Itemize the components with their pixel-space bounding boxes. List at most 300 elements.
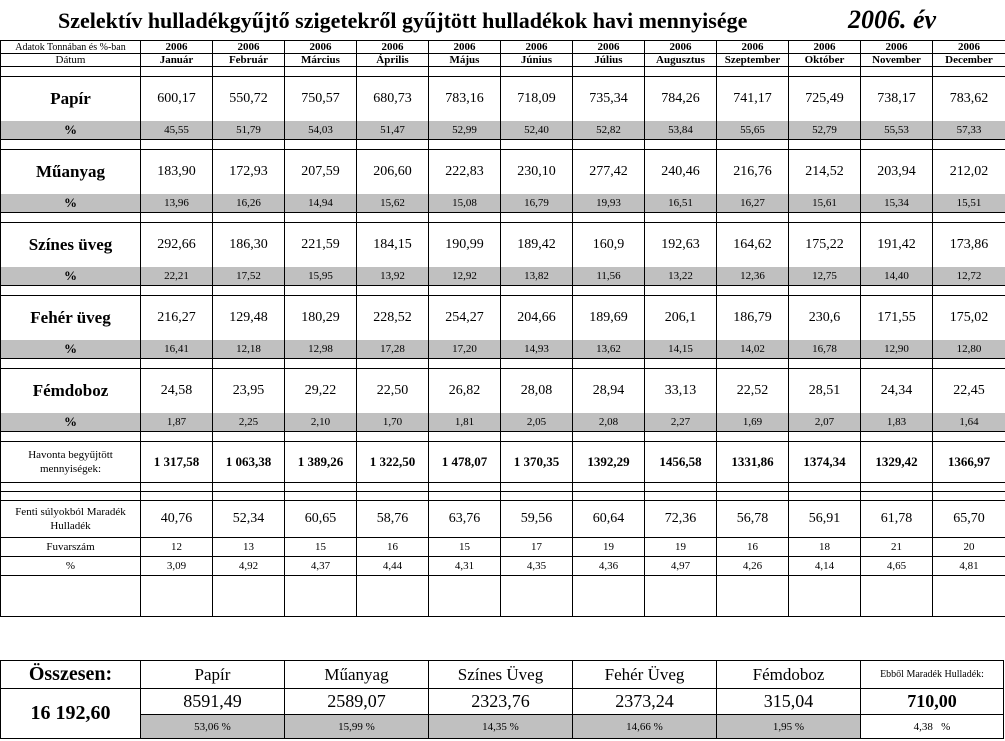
empty-cell: [501, 359, 573, 369]
residual-pct-cell: 4,35: [501, 557, 573, 576]
residual-pct-cell: 4,37: [285, 557, 357, 576]
percent-cell: 53,84: [645, 121, 717, 140]
value-cell: 783,16: [429, 77, 501, 122]
summary-value-muanyag: 2589,07: [285, 689, 429, 715]
month-cell: Szeptember: [717, 54, 789, 67]
total-cell: 1329,42: [861, 442, 933, 483]
empty-cell: [789, 492, 861, 501]
value-cell: 240,46: [645, 150, 717, 195]
empty-cell: [573, 213, 645, 223]
residual-cell: 58,76: [357, 501, 429, 538]
value-cell: 186,79: [717, 296, 789, 341]
percent-cell: 51,47: [357, 121, 429, 140]
percent-cell: 16,79: [501, 194, 573, 213]
value-cell: 173,86: [933, 223, 1005, 268]
category-row-label: Fémdoboz: [1, 369, 141, 414]
header-month-row-label: Dátum: [1, 54, 141, 67]
percent-cell: 12,18: [213, 340, 285, 359]
percent-cell: 2,07: [789, 413, 861, 432]
residual-cell: 59,56: [501, 501, 573, 538]
value-cell: 190,99: [429, 223, 501, 268]
empty-cell: [933, 67, 1005, 77]
value-cell: 216,76: [717, 150, 789, 195]
total-cell: 1331,86: [717, 442, 789, 483]
percent-cell: 55,53: [861, 121, 933, 140]
value-cell: 735,34: [573, 77, 645, 122]
percent-cell: 1,87: [141, 413, 213, 432]
summary-name-szines-uveg: Színes Üveg: [429, 661, 573, 689]
percent-cell: 15,08: [429, 194, 501, 213]
residual-pct-cell: 4,44: [357, 557, 429, 576]
trips-cell: 12: [141, 538, 213, 557]
empty-cell: [429, 576, 501, 617]
residual-summary-pct: [861, 715, 1004, 739]
value-cell: 28,94: [573, 369, 645, 414]
percent-cell: 15,95: [285, 267, 357, 286]
empty-cell: [861, 359, 933, 369]
value-cell: 33,13: [645, 369, 717, 414]
residual-pct-cell: 4,65: [861, 557, 933, 576]
percent-cell: 2,27: [645, 413, 717, 432]
empty-cell: [501, 432, 573, 442]
empty-cell: [717, 432, 789, 442]
spacer-row: [1, 67, 1005, 77]
empty-cell: [573, 483, 645, 492]
empty-cell: [429, 432, 501, 442]
residual-pct-cell: 4,36: [573, 557, 645, 576]
percent-cell: 13,22: [645, 267, 717, 286]
empty-cell: [213, 359, 285, 369]
residual-pct-row: [1, 557, 1005, 576]
empty-cell: [933, 286, 1005, 296]
percent-cell: 52,82: [573, 121, 645, 140]
value-cell: 222,83: [429, 150, 501, 195]
empty-cell: [501, 140, 573, 150]
value-cell: 784,26: [645, 77, 717, 122]
value-cell: 184,15: [357, 223, 429, 268]
residual-pct-cell: 4,31: [429, 557, 501, 576]
summary-pct-szines-uveg: 14,35 %: [429, 715, 573, 739]
month-cell: Április: [357, 54, 429, 67]
empty-cell: [645, 140, 717, 150]
empty-cell: [213, 483, 285, 492]
trips-cell: 21: [861, 538, 933, 557]
header-year-row-label: Adatok Tonnában és %-ban: [1, 41, 141, 54]
value-cell: 28,51: [789, 369, 861, 414]
percent-cell: 13,96: [141, 194, 213, 213]
empty-cell: [1, 359, 141, 369]
value-cell: 180,29: [285, 296, 357, 341]
empty-cell: [429, 213, 501, 223]
residual-pct-row-label: %: [1, 557, 141, 576]
empty-cell: [861, 432, 933, 442]
value-cell: 29,22: [285, 369, 357, 414]
monthly-table: [0, 40, 1005, 617]
empty-cell: [285, 359, 357, 369]
summary-value-szines-uveg: 2323,76: [429, 689, 573, 715]
empty-cell: [645, 432, 717, 442]
residual-pct-cell: 3,09: [141, 557, 213, 576]
value-cell: 207,59: [285, 150, 357, 195]
year-cell: 2006: [789, 41, 861, 54]
empty-cell: [573, 432, 645, 442]
value-cell: 24,58: [141, 369, 213, 414]
percent-cell: 2,08: [573, 413, 645, 432]
empty-cell: [285, 213, 357, 223]
trips-row-label: Fuvarszám: [1, 538, 141, 557]
empty-cell: [429, 483, 501, 492]
percent-cell: 1,69: [717, 413, 789, 432]
empty-cell: [141, 492, 213, 501]
value-cell: 221,59: [285, 223, 357, 268]
empty-cell: [1, 492, 141, 501]
total-label: Összesen:: [1, 661, 141, 689]
empty-cell: [933, 140, 1005, 150]
value-cell: 725,49: [789, 77, 861, 122]
value-cell: 216,27: [141, 296, 213, 341]
empty-cell: [717, 67, 789, 77]
category-row-label: Fehér üveg: [1, 296, 141, 341]
value-cell: 23,95: [213, 369, 285, 414]
value-cell: 26,82: [429, 369, 501, 414]
value-cell: 183,90: [141, 150, 213, 195]
empty-cell: [501, 213, 573, 223]
summary-pct-femdoboz: 1,95 %: [717, 715, 861, 739]
empty-cell: [789, 576, 861, 617]
empty-cell: [717, 483, 789, 492]
percent-row: [1, 267, 1005, 286]
residual-pct-cell: 4,97: [645, 557, 717, 576]
category-row-label: Papír: [1, 77, 141, 122]
percent-cell: 13,82: [501, 267, 573, 286]
percent-row: [1, 340, 1005, 359]
total-cell: 1456,58: [645, 442, 717, 483]
empty-cell: [213, 492, 285, 501]
empty-cell: [933, 576, 1005, 617]
percent-cell: 17,28: [357, 340, 429, 359]
year-cell: 2006: [645, 41, 717, 54]
empty-cell: [789, 140, 861, 150]
total-cell: 1392,29: [573, 442, 645, 483]
empty-cell: [141, 576, 213, 617]
percent-cell: 55,65: [717, 121, 789, 140]
total-cell: 1 063,38: [213, 442, 285, 483]
percent-cell: 13,92: [357, 267, 429, 286]
total-value: 16 192,60: [1, 689, 141, 739]
percent-cell: 1,70: [357, 413, 429, 432]
empty-cell: [573, 286, 645, 296]
percent-cell: 2,05: [501, 413, 573, 432]
value-cell: 191,42: [861, 223, 933, 268]
month-cell: November: [861, 54, 933, 67]
empty-cell: [357, 483, 429, 492]
year-cell: 2006: [573, 41, 645, 54]
empty-cell: [717, 359, 789, 369]
empty-cell: [141, 359, 213, 369]
empty-cell: [573, 67, 645, 77]
value-cell: 277,42: [573, 150, 645, 195]
percent-cell: 11,56: [573, 267, 645, 286]
year-cell: 2006: [357, 41, 429, 54]
trips-cell: 18: [789, 538, 861, 557]
empty-cell: [861, 213, 933, 223]
trips-cell: 16: [357, 538, 429, 557]
total-cell: 1374,34: [789, 442, 861, 483]
year-title: 2006. év: [848, 5, 937, 34]
header-year-row: [1, 41, 1005, 54]
empty-cell: [645, 576, 717, 617]
spacer-row: [1, 286, 1005, 296]
value-cell: 160,9: [573, 223, 645, 268]
empty-cell: [573, 359, 645, 369]
month-cell: Március: [285, 54, 357, 67]
percent-cell: 19,93: [573, 194, 645, 213]
month-cell: Február: [213, 54, 285, 67]
empty-cell: [357, 576, 429, 617]
empty-cell: [789, 359, 861, 369]
empty-cell: [861, 286, 933, 296]
value-cell: 738,17: [861, 77, 933, 122]
empty-cell: [789, 67, 861, 77]
empty-cell: [861, 492, 933, 501]
value-cell: 680,73: [357, 77, 429, 122]
residual-cell: 60,65: [285, 501, 357, 538]
percent-cell: 13,62: [573, 340, 645, 359]
percent-cell: 16,26: [213, 194, 285, 213]
value-cell: 175,22: [789, 223, 861, 268]
residual-cell: 56,78: [717, 501, 789, 538]
empty-cell: [861, 483, 933, 492]
empty-cell: [501, 483, 573, 492]
value-cell: 186,30: [213, 223, 285, 268]
value-cell: 22,45: [933, 369, 1005, 414]
category-row: [1, 296, 1005, 341]
residual-cell: 56,91: [789, 501, 861, 538]
trips-cell: 15: [285, 538, 357, 557]
residual-row: [1, 501, 1005, 538]
total-cell: 1 370,35: [501, 442, 573, 483]
percent-cell: 12,75: [789, 267, 861, 286]
value-cell: 212,02: [933, 150, 1005, 195]
empty-cell: [285, 492, 357, 501]
residual-pct-sign: %: [941, 720, 951, 733]
empty-cell: [141, 140, 213, 150]
empty-cell: [285, 67, 357, 77]
year-cell: 2006: [501, 41, 573, 54]
month-cell: Június: [501, 54, 573, 67]
year-cell: 2006: [429, 41, 501, 54]
value-cell: 171,55: [861, 296, 933, 341]
empty-cell: [213, 140, 285, 150]
month-cell: Augusztus: [645, 54, 717, 67]
percent-cell: 16,41: [141, 340, 213, 359]
summary-pct-papir: 53,06 %: [141, 715, 285, 739]
empty-cell: [717, 576, 789, 617]
percent-cell: 14,93: [501, 340, 573, 359]
empty-cell: [789, 286, 861, 296]
trips-row: [1, 538, 1005, 557]
value-cell: 28,08: [501, 369, 573, 414]
blank-row: [1, 483, 1005, 492]
residual-pct-cell: 4,26: [717, 557, 789, 576]
summary-name-papir: Papír: [141, 661, 285, 689]
empty-cell: [429, 492, 501, 501]
percent-cell: 52,79: [789, 121, 861, 140]
percent-cell: 15,51: [933, 194, 1005, 213]
trips-cell: 13: [213, 538, 285, 557]
total-cell: 1 322,50: [357, 442, 429, 483]
percent-row-label: %: [1, 413, 141, 432]
monthly-total-row-label: Havonta begyűjtött mennyiségek:: [1, 442, 141, 483]
empty-cell: [141, 67, 213, 77]
percent-cell: 22,21: [141, 267, 213, 286]
empty-cell: [717, 213, 789, 223]
empty-cell: [717, 286, 789, 296]
trips-cell: 19: [645, 538, 717, 557]
percent-cell: 14,15: [645, 340, 717, 359]
empty-cell: [285, 140, 357, 150]
percent-cell: 14,40: [861, 267, 933, 286]
residual-cell: 60,64: [573, 501, 645, 538]
empty-cell: [933, 492, 1005, 501]
empty-cell: [501, 576, 573, 617]
empty-cell: [789, 432, 861, 442]
percent-cell: 15,61: [789, 194, 861, 213]
total-cell: 1 317,58: [141, 442, 213, 483]
value-cell: 206,60: [357, 150, 429, 195]
empty-cell: [861, 140, 933, 150]
percent-cell: 2,10: [285, 413, 357, 432]
value-cell: 204,66: [501, 296, 573, 341]
empty-cell: [429, 67, 501, 77]
percent-cell: 12,90: [861, 340, 933, 359]
percent-cell: 16,51: [645, 194, 717, 213]
empty-cell: [213, 432, 285, 442]
value-cell: 783,62: [933, 77, 1005, 122]
empty-cell: [357, 359, 429, 369]
percent-cell: 52,99: [429, 121, 501, 140]
category-row-label: Műanyag: [1, 150, 141, 195]
summary-name-femdoboz: Fémdoboz: [717, 661, 861, 689]
empty-cell: [213, 213, 285, 223]
empty-cell: [501, 492, 573, 501]
category-row: [1, 223, 1005, 268]
percent-cell: 12,98: [285, 340, 357, 359]
title-bar: [0, 0, 1005, 40]
empty-cell: [789, 213, 861, 223]
empty-cell: [645, 67, 717, 77]
percent-cell: 45,55: [141, 121, 213, 140]
empty-cell: [1, 483, 141, 492]
empty-cell: [645, 483, 717, 492]
empty-cell: [717, 140, 789, 150]
year-cell: 2006: [717, 41, 789, 54]
percent-cell: 17,20: [429, 340, 501, 359]
residual-pct-cell: 4,92: [213, 557, 285, 576]
value-cell: 254,27: [429, 296, 501, 341]
residual-cell: 40,76: [141, 501, 213, 538]
category-row-label: Színes üveg: [1, 223, 141, 268]
header-month-row: [1, 54, 1005, 67]
percent-cell: 12,72: [933, 267, 1005, 286]
percent-cell: 54,03: [285, 121, 357, 140]
empty-cell: [285, 432, 357, 442]
empty-cell: [717, 492, 789, 501]
percent-cell: 14,94: [285, 194, 357, 213]
total-cell: 1366,97: [933, 442, 1005, 483]
empty-cell: [285, 286, 357, 296]
year-cell: 2006: [285, 41, 357, 54]
value-cell: 203,94: [861, 150, 933, 195]
percent-cell: 57,33: [933, 121, 1005, 140]
value-cell: 741,17: [717, 77, 789, 122]
value-cell: 600,17: [141, 77, 213, 122]
summary-name-muanyag: Műanyag: [285, 661, 429, 689]
empty-row: [1, 576, 1005, 617]
empty-cell: [213, 576, 285, 617]
percent-cell: 17,52: [213, 267, 285, 286]
percent-cell: 12,80: [933, 340, 1005, 359]
percent-row: [1, 121, 1005, 140]
empty-cell: [141, 483, 213, 492]
value-cell: 22,52: [717, 369, 789, 414]
value-cell: 129,48: [213, 296, 285, 341]
monthly-total-row: [1, 442, 1005, 483]
percent-cell: 14,02: [717, 340, 789, 359]
value-cell: 24,34: [861, 369, 933, 414]
residual-cell: 61,78: [861, 501, 933, 538]
empty-cell: [357, 67, 429, 77]
month-cell: Július: [573, 54, 645, 67]
residual-pct-cell: 4,14: [789, 557, 861, 576]
value-cell: 230,10: [501, 150, 573, 195]
month-cell: December: [933, 54, 1005, 67]
percent-cell: 12,36: [717, 267, 789, 286]
percent-cell: 16,78: [789, 340, 861, 359]
blank-row: [1, 492, 1005, 501]
percent-cell: 15,34: [861, 194, 933, 213]
value-cell: 164,62: [717, 223, 789, 268]
year-cell: 2006: [933, 41, 1005, 54]
value-cell: 228,52: [357, 296, 429, 341]
residual-cell: 72,36: [645, 501, 717, 538]
percent-cell: 52,40: [501, 121, 573, 140]
percent-row: [1, 194, 1005, 213]
percent-cell: 15,62: [357, 194, 429, 213]
residual-cell: 65,70: [933, 501, 1005, 538]
empty-cell: [429, 359, 501, 369]
summary-value-feher-uveg: 2373,24: [573, 689, 717, 715]
value-cell: 192,63: [645, 223, 717, 268]
percent-cell: 16,27: [717, 194, 789, 213]
value-cell: 189,69: [573, 296, 645, 341]
empty-cell: [357, 492, 429, 501]
trips-cell: 15: [429, 538, 501, 557]
value-cell: 22,50: [357, 369, 429, 414]
empty-cell: [933, 483, 1005, 492]
empty-cell: [429, 286, 501, 296]
percent-cell: 51,79: [213, 121, 285, 140]
percent-row-label: %: [1, 267, 141, 286]
total-cell: 1 389,26: [285, 442, 357, 483]
empty-cell: [1, 67, 141, 77]
residual-cell: 63,76: [429, 501, 501, 538]
empty-cell: [1, 576, 141, 617]
empty-cell: [213, 286, 285, 296]
empty-cell: [357, 213, 429, 223]
summary-value-femdoboz: 315,04: [717, 689, 861, 715]
year-cell: 2006: [861, 41, 933, 54]
